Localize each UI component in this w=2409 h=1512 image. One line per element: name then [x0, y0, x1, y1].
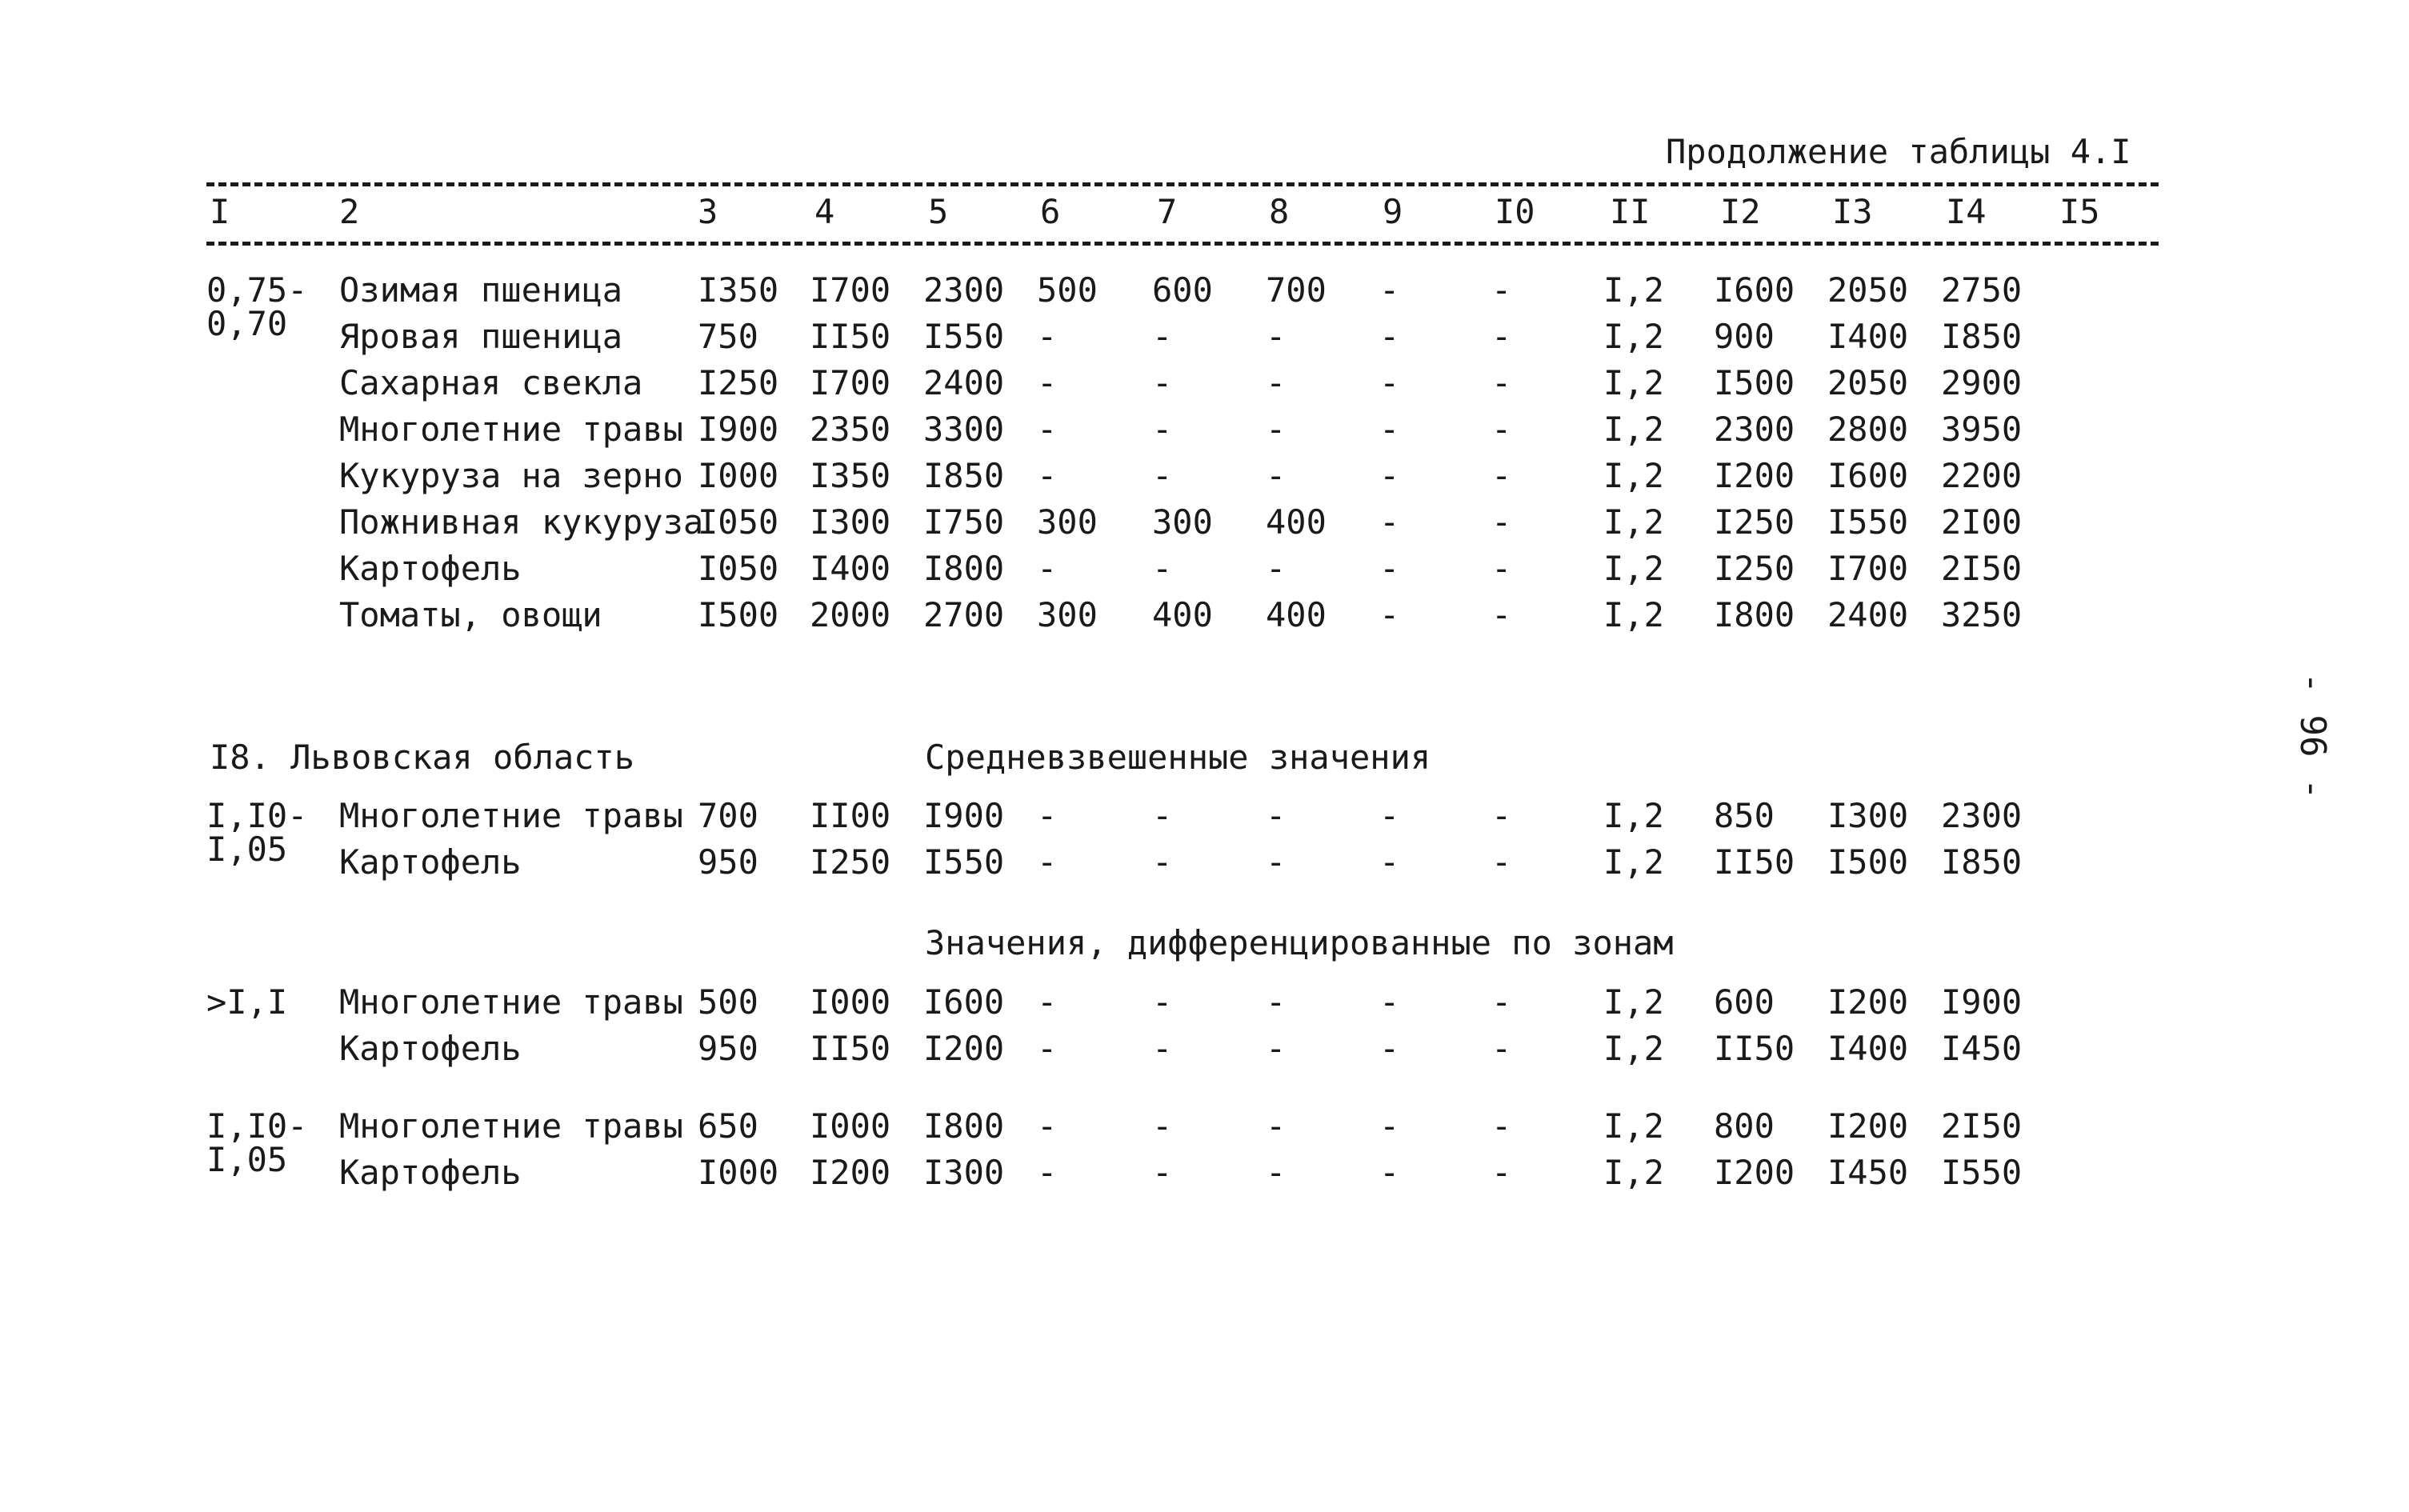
- value-cell-c6: -: [1037, 842, 1058, 882]
- crop-name-cell: Многолетние травы: [339, 982, 683, 1022]
- value-cell-c6: -: [1037, 1029, 1058, 1068]
- value-cell-c14: 2200: [1941, 456, 2023, 495]
- value-cell-c12: I200: [1714, 1153, 1795, 1192]
- column-header-15: I5: [2059, 192, 2100, 231]
- value-cell-c12: 900: [1714, 317, 1775, 356]
- value-cell-c7: -: [1152, 549, 1173, 588]
- value-cell-c8: -: [1266, 842, 1287, 882]
- value-cell-c5: 2400: [923, 363, 1005, 402]
- value-cell-c10: -: [1491, 982, 1512, 1022]
- value-cell-c3: 650: [698, 1106, 758, 1146]
- value-cell-c6: 300: [1037, 502, 1098, 542]
- value-cell-c13: 2050: [1827, 363, 1909, 402]
- value-cell-c6: -: [1037, 1106, 1058, 1146]
- value-cell-c12: I250: [1714, 502, 1795, 542]
- column-header-2: 2: [339, 192, 360, 231]
- value-cell-c10: -: [1491, 363, 1512, 402]
- page-number: - 96 -: [2292, 672, 2333, 800]
- value-cell-c6: -: [1037, 1153, 1058, 1192]
- value-cell-c8: 700: [1266, 270, 1327, 310]
- value-cell-c4: I200: [810, 1153, 891, 1192]
- value-cell-c12: II50: [1714, 1029, 1795, 1068]
- value-cell-c7: -: [1152, 1153, 1173, 1192]
- value-cell-c7: 300: [1152, 502, 1213, 542]
- value-cell-c9: -: [1379, 1106, 1400, 1146]
- value-cell-c12: I500: [1714, 363, 1795, 402]
- value-cell-c6: -: [1037, 456, 1058, 495]
- value-cell-c10: -: [1491, 1029, 1512, 1068]
- value-cell-c12: I200: [1714, 456, 1795, 495]
- value-cell-c10: -: [1491, 549, 1512, 588]
- value-cell-c11: I,2: [1603, 1153, 1664, 1192]
- value-cell-c3: I350: [698, 270, 779, 310]
- value-cell-c7: -: [1152, 1029, 1173, 1068]
- value-cell-c3: I250: [698, 363, 779, 402]
- value-cell-c8: -: [1266, 549, 1287, 588]
- crop-name-cell: Многолетние травы: [339, 410, 683, 449]
- value-cell-c9: -: [1379, 363, 1400, 402]
- crop-name-cell: Пожнивная кукуруза: [339, 502, 704, 542]
- value-cell-c13: I400: [1827, 1029, 1909, 1068]
- value-cell-c14: 2I00: [1941, 502, 2023, 542]
- value-cell-c10: -: [1491, 410, 1512, 449]
- value-cell-c3: I050: [698, 549, 779, 588]
- value-cell-c8: -: [1266, 456, 1287, 495]
- column-header-7: 7: [1157, 192, 1178, 231]
- value-cell-c11: I,2: [1603, 982, 1664, 1022]
- value-cell-c14: 2750: [1941, 270, 2023, 310]
- value-cell-c11: I,2: [1603, 1106, 1664, 1146]
- value-cell-c13: 2400: [1827, 595, 1909, 634]
- value-cell-c10: -: [1491, 796, 1512, 835]
- value-cell-c4: I350: [810, 456, 891, 495]
- value-cell-c11: I,2: [1603, 502, 1664, 542]
- value-cell-c14: I450: [1941, 1029, 2023, 1068]
- value-cell-c4: 2350: [810, 410, 891, 449]
- value-cell-c4: I300: [810, 502, 891, 542]
- value-cell-c3: I050: [698, 502, 779, 542]
- crop-name-cell: Картофель: [339, 842, 522, 882]
- value-cell-c10: -: [1491, 317, 1512, 356]
- zone-values-subtitle: Значения, дифференцированные по зонам: [925, 923, 1674, 962]
- value-cell-c9: -: [1379, 549, 1400, 588]
- value-cell-c10: -: [1491, 270, 1512, 310]
- value-cell-c14: 2300: [1941, 796, 2023, 835]
- value-cell-c3: I000: [698, 456, 779, 495]
- value-cell-c4: I000: [810, 1106, 891, 1146]
- value-cell-c11: I,2: [1603, 1029, 1664, 1068]
- value-cell-c8: -: [1266, 1153, 1287, 1192]
- value-cell-c4: II00: [810, 796, 891, 835]
- value-cell-c5: I550: [923, 842, 1005, 882]
- group-label: I,I0-: [206, 796, 308, 835]
- value-cell-c11: I,2: [1603, 842, 1664, 882]
- value-cell-c5: 3300: [923, 410, 1005, 449]
- value-cell-c13: I500: [1827, 842, 1909, 882]
- value-cell-c13: I300: [1827, 796, 1909, 835]
- value-cell-c3: I900: [698, 410, 779, 449]
- value-cell-c11: I,2: [1603, 796, 1664, 835]
- value-cell-c7: -: [1152, 317, 1173, 356]
- value-cell-c9: -: [1379, 796, 1400, 835]
- value-cell-c14: 2900: [1941, 363, 2023, 402]
- column-header-3: 3: [698, 192, 718, 231]
- value-cell-c10: -: [1491, 1106, 1512, 1146]
- value-cell-c5: I200: [923, 1029, 1005, 1068]
- value-cell-c9: -: [1379, 456, 1400, 495]
- value-cell-c7: 600: [1152, 270, 1213, 310]
- value-cell-c7: -: [1152, 1106, 1173, 1146]
- value-cell-c14: I550: [1941, 1153, 2023, 1192]
- column-header-1: I: [210, 192, 230, 231]
- value-cell-c11: I,2: [1603, 363, 1664, 402]
- value-cell-c13: I400: [1827, 317, 1909, 356]
- value-cell-c9: -: [1379, 982, 1400, 1022]
- crop-name-cell: Кукуруза на зерно: [339, 456, 683, 495]
- value-cell-c11: I,2: [1603, 456, 1664, 495]
- value-cell-c5: I550: [923, 317, 1005, 356]
- value-cell-c4: 2000: [810, 595, 891, 634]
- value-cell-c14: I850: [1941, 842, 2023, 882]
- weighted-values-subtitle: Средневзвешенные значения: [925, 738, 1431, 777]
- value-cell-c14: 3950: [1941, 410, 2023, 449]
- value-cell-c3: I500: [698, 595, 779, 634]
- value-cell-c12: 850: [1714, 796, 1775, 835]
- column-header-9: 9: [1383, 192, 1403, 231]
- value-cell-c8: -: [1266, 982, 1287, 1022]
- value-cell-c12: I800: [1714, 595, 1795, 634]
- value-cell-c9: -: [1379, 317, 1400, 356]
- column-header-6: 6: [1040, 192, 1061, 231]
- value-cell-c6: -: [1037, 549, 1058, 588]
- value-cell-c7: -: [1152, 363, 1173, 402]
- value-cell-c8: -: [1266, 1029, 1287, 1068]
- value-cell-c7: -: [1152, 982, 1173, 1022]
- value-cell-c13: I700: [1827, 549, 1909, 588]
- value-cell-c4: II50: [810, 1029, 891, 1068]
- value-cell-c7: -: [1152, 796, 1173, 835]
- value-cell-c5: I600: [923, 982, 1005, 1022]
- value-cell-c14: 2I50: [1941, 1106, 2023, 1146]
- crop-name-cell: Озимая пшеница: [339, 270, 623, 310]
- header-rule-bottom: [206, 242, 2159, 246]
- value-cell-c6: -: [1037, 317, 1058, 356]
- value-cell-c3: 950: [698, 842, 758, 882]
- value-cell-c3: 750: [698, 317, 758, 356]
- value-cell-c11: I,2: [1603, 549, 1664, 588]
- value-cell-c7: 400: [1152, 595, 1213, 634]
- value-cell-c4: II50: [810, 317, 891, 356]
- value-cell-c9: -: [1379, 1029, 1400, 1068]
- crop-name-cell: Картофель: [339, 549, 522, 588]
- value-cell-c13: 2050: [1827, 270, 1909, 310]
- value-cell-c14: 2I50: [1941, 549, 2023, 588]
- value-cell-c8: 400: [1266, 502, 1327, 542]
- group-label: 0,75-: [206, 270, 308, 310]
- value-cell-c4: I000: [810, 982, 891, 1022]
- value-cell-c5: I900: [923, 796, 1005, 835]
- value-cell-c3: 950: [698, 1029, 758, 1068]
- value-cell-c6: -: [1037, 410, 1058, 449]
- value-cell-c4: I700: [810, 363, 891, 402]
- value-cell-c8: -: [1266, 317, 1287, 356]
- value-cell-c6: 300: [1037, 595, 1098, 634]
- value-cell-c5: I750: [923, 502, 1005, 542]
- value-cell-c13: I200: [1827, 1106, 1909, 1146]
- value-cell-c8: -: [1266, 363, 1287, 402]
- crop-name-cell: Многолетние травы: [339, 796, 683, 835]
- value-cell-c6: -: [1037, 982, 1058, 1022]
- value-cell-c6: -: [1037, 363, 1058, 402]
- value-cell-c11: I,2: [1603, 317, 1664, 356]
- header-rule-top: [206, 182, 2159, 186]
- value-cell-c7: -: [1152, 842, 1173, 882]
- value-cell-c9: -: [1379, 270, 1400, 310]
- value-cell-c9: -: [1379, 502, 1400, 542]
- value-cell-c9: -: [1379, 410, 1400, 449]
- crop-name-cell: Многолетние травы: [339, 1106, 683, 1146]
- value-cell-c8: -: [1266, 410, 1287, 449]
- value-cell-c12: 600: [1714, 982, 1775, 1022]
- value-cell-c5: I800: [923, 1106, 1005, 1146]
- value-cell-c4: I400: [810, 549, 891, 588]
- value-cell-c5: 2300: [923, 270, 1005, 310]
- value-cell-c11: I,2: [1603, 595, 1664, 634]
- value-cell-c10: -: [1491, 1153, 1512, 1192]
- column-header-13: I3: [1832, 192, 1873, 231]
- column-header-5: 5: [928, 192, 949, 231]
- value-cell-c8: 400: [1266, 595, 1327, 634]
- value-cell-c3: 500: [698, 982, 758, 1022]
- value-cell-c12: 800: [1714, 1106, 1775, 1146]
- value-cell-c13: I450: [1827, 1153, 1909, 1192]
- value-cell-c10: -: [1491, 595, 1512, 634]
- column-header-10: I0: [1495, 192, 1535, 231]
- value-cell-c12: I250: [1714, 549, 1795, 588]
- value-cell-c12: II50: [1714, 842, 1795, 882]
- group-label: I,I0-: [206, 1106, 308, 1146]
- value-cell-c14: 3250: [1941, 595, 2023, 634]
- value-cell-c10: -: [1491, 842, 1512, 882]
- value-cell-c5: I800: [923, 549, 1005, 588]
- value-cell-c10: -: [1491, 456, 1512, 495]
- column-header-12: I2: [1720, 192, 1761, 231]
- value-cell-c5: I850: [923, 456, 1005, 495]
- column-header-4: 4: [814, 192, 835, 231]
- column-header-11: II: [1610, 192, 1651, 231]
- value-cell-c13: I550: [1827, 502, 1909, 542]
- value-cell-c9: -: [1379, 595, 1400, 634]
- crop-name-cell: Сахарная свекла: [339, 363, 643, 402]
- value-cell-c3: I000: [698, 1153, 779, 1192]
- value-cell-c5: 2700: [923, 595, 1005, 634]
- value-cell-c3: 700: [698, 796, 758, 835]
- value-cell-c13: I200: [1827, 982, 1909, 1022]
- crop-name-cell: Картофель: [339, 1029, 522, 1068]
- value-cell-c9: -: [1379, 842, 1400, 882]
- value-cell-c9: -: [1379, 1153, 1400, 1192]
- value-cell-c12: 2300: [1714, 410, 1795, 449]
- value-cell-c7: -: [1152, 456, 1173, 495]
- value-cell-c4: I250: [810, 842, 891, 882]
- group-label: I,05: [206, 1140, 288, 1179]
- value-cell-c6: 500: [1037, 270, 1098, 310]
- value-cell-c14: I850: [1941, 317, 2023, 356]
- value-cell-c4: I700: [810, 270, 891, 310]
- group-label: I,05: [206, 830, 288, 869]
- value-cell-c8: -: [1266, 796, 1287, 835]
- table-continuation-caption: Продолжение таблицы 4.I: [1666, 132, 2131, 171]
- column-header-14: I4: [1946, 192, 1987, 231]
- value-cell-c12: I600: [1714, 270, 1795, 310]
- crop-name-cell: Картофель: [339, 1153, 522, 1192]
- value-cell-c10: -: [1491, 502, 1512, 542]
- value-cell-c13: 2800: [1827, 410, 1909, 449]
- value-cell-c14: I900: [1941, 982, 2023, 1022]
- group-label: >I,I: [206, 982, 288, 1022]
- value-cell-c11: I,2: [1603, 410, 1664, 449]
- region-title: I8. Львовская область: [210, 738, 635, 777]
- value-cell-c11: I,2: [1603, 270, 1664, 310]
- group-label: 0,70: [206, 304, 288, 343]
- column-header-8: 8: [1269, 192, 1290, 231]
- value-cell-c5: I300: [923, 1153, 1005, 1192]
- crop-name-cell: Яровая пшеница: [339, 317, 623, 356]
- crop-name-cell: Томаты, овощи: [339, 595, 602, 634]
- value-cell-c8: -: [1266, 1106, 1287, 1146]
- value-cell-c13: I600: [1827, 456, 1909, 495]
- value-cell-c6: -: [1037, 796, 1058, 835]
- value-cell-c7: -: [1152, 410, 1173, 449]
